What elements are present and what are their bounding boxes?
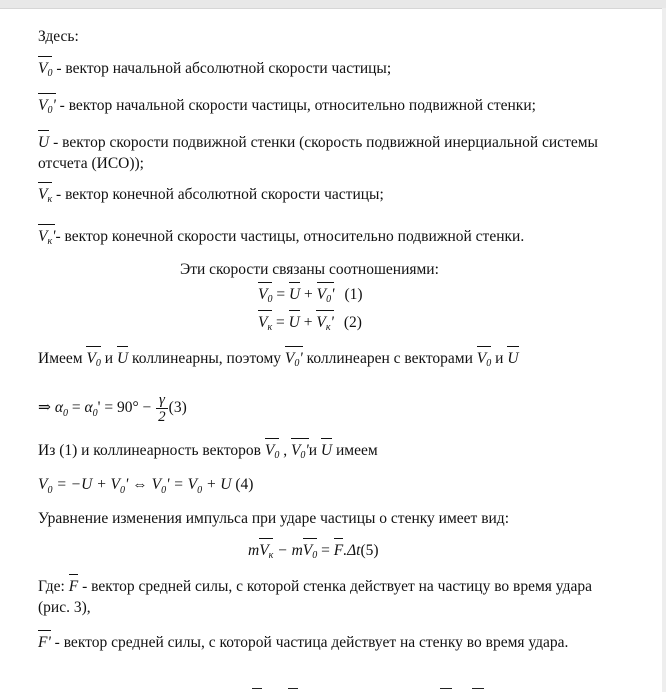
scrollbar-track[interactable] bbox=[662, 8, 666, 692]
vector-u: U bbox=[38, 134, 50, 151]
eq3-number: (3) bbox=[168, 399, 187, 417]
equation-4: $V_0 = -U + V_0'$ ⇔ $V_0' = V_0 + U$ (4) bbox=[38, 476, 254, 497]
def-u bbox=[38, 132, 598, 174]
def-v0-text: - вектор начальной абсолютной скорости частицы; bbox=[52, 60, 392, 77]
def-vk bbox=[38, 184, 638, 210]
def-vk-prime bbox=[38, 226, 638, 252]
def-force: Где: F - вектор средней силы, с которой стенка действует на частицу во время удара (рис. 3), bbox=[38, 578, 592, 616]
vector-f-prime: F' bbox=[38, 634, 51, 651]
intro-label: Здесь: bbox=[38, 28, 79, 45]
eq1-number: (1) bbox=[344, 286, 363, 303]
def-force-prime: F' - вектор средней силы, с которой частица действует на стенку во время удара. bbox=[38, 634, 569, 651]
equation-1: $V_0 = U + V_0'$ (1) bbox=[258, 284, 666, 310]
equation-3: ⇒ $\alpha_0 = \alpha_0' = 90^\circ$ − $\frac{\gamma}{2}$ (3) bbox=[38, 392, 187, 425]
eq2-number: (2) bbox=[343, 314, 362, 331]
def-v0-prime bbox=[38, 95, 638, 121]
def-vk-prime-text: - вектор конечной скорости частицы, относительно подвижной стенки. bbox=[55, 228, 525, 245]
eq4-number: (4) bbox=[235, 476, 254, 493]
vector-f: F bbox=[68, 578, 79, 595]
def-u-text: - вектор скорости подвижной стенки (скорость подвижной инерциальной системы отсчета (ИСО)); bbox=[38, 134, 598, 172]
vector-v0-prime: $V_0'$ bbox=[38, 95, 56, 121]
cut-off-equation bbox=[0, 684, 666, 692]
momentum-heading: Уравнение изменения импульса при ударе частицы о стенку имеет вид: bbox=[38, 510, 510, 527]
intro-text bbox=[38, 26, 638, 47]
eq5-number: (5) bbox=[360, 542, 379, 559]
gamma-over-two: $\frac{\gamma}{2}$ bbox=[158, 392, 166, 425]
def-v0 bbox=[38, 58, 638, 84]
def-v0-prime-text: - вектор начальной скорости частицы, относительно подвижной стенки; bbox=[55, 97, 536, 114]
collinear-statement: Имеем $V_0$ и U коллинеарны, поэтому $V_0'$ коллинеарен с векторами $V_0$ и U bbox=[38, 348, 638, 374]
from-eq1-statement: Из (1) и коллинеарность векторов $V_0$ , $V_0'и$ U имеем bbox=[38, 440, 638, 466]
vector-v0: $V_0$ bbox=[38, 58, 52, 84]
implies-symbol: ⇒ bbox=[38, 399, 51, 417]
relations-heading: Эти скорости связаны соотношениями: bbox=[180, 261, 439, 278]
equation-5: $mV_к - mV_0 = F.\Delta t(5)$ bbox=[248, 540, 666, 566]
def-vk-text: - вектор конечной абсолютной скорости частицы; bbox=[52, 186, 384, 203]
vector-vk-prime: $V_к'$ bbox=[38, 226, 55, 252]
vector-vk: $V_к$ bbox=[38, 184, 52, 210]
window-top-edge bbox=[0, 0, 666, 9]
equation-2: $V_к = U + V_к'$ (2) bbox=[258, 312, 666, 338]
